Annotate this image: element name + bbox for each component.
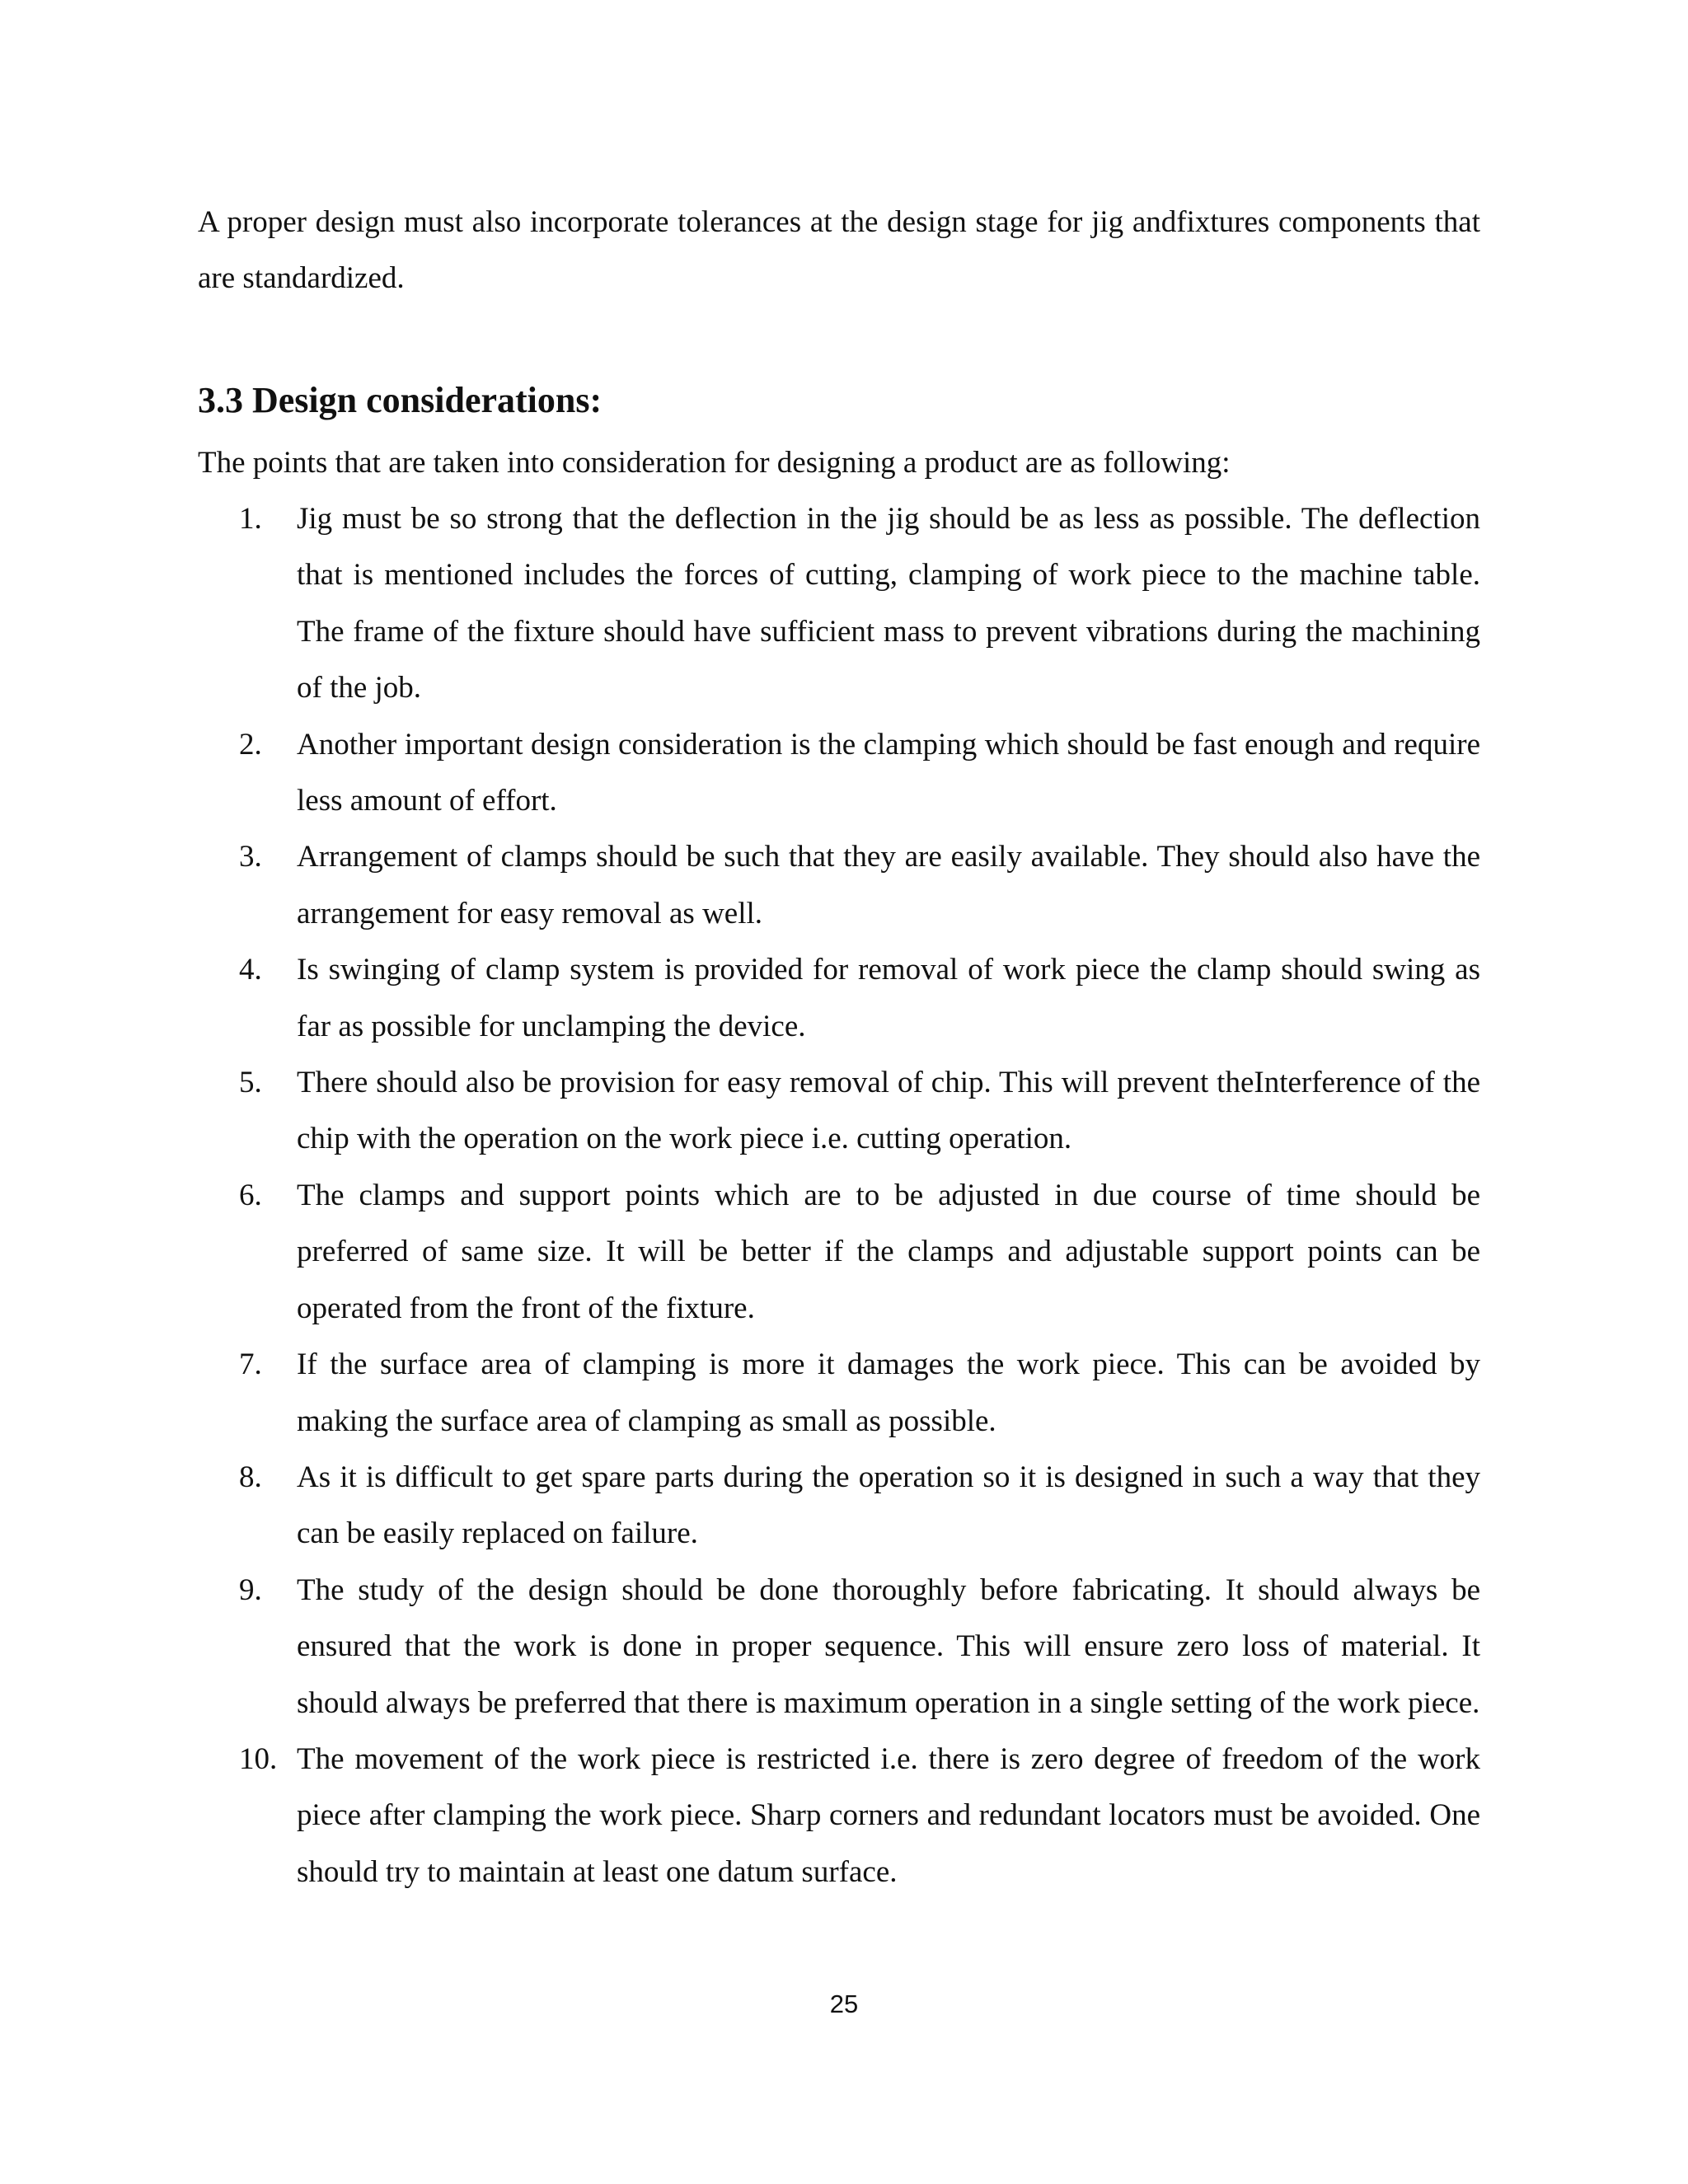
list-item (198, 717, 1480, 830)
list-item-number: 5. (239, 1066, 262, 1100)
list-item-number: 4. (239, 953, 262, 987)
list-item-text: Another important design consideration is the clamping which should be fast enough and require less amount of effort. (297, 727, 1480, 818)
list-item (198, 1563, 1480, 1732)
design-considerations-list (198, 491, 1480, 1900)
list-item-text: There should also be provision for easy removal of chip. This will prevent theInterference of the chip with the operation on the work piece i.e. cutting operation. (297, 1066, 1480, 1156)
list-item-number: 7. (239, 1347, 262, 1382)
list-item-text: The movement of the work piece is restricted i.e. there is zero degree of freedom of the work piece after clamping the work piece. Sharp corners and redundant locators must be avoided. One should try to maintain at least one datum surface. (297, 1741, 1480, 1889)
list-item-number: 9. (239, 1572, 262, 1607)
page-number: 25 (829, 1990, 859, 2018)
list-item-text: As it is difficult to get spare parts during the operation so it is designed in such a way that they can be easily replaced on failure. (297, 1460, 1480, 1551)
list-item (198, 491, 1480, 717)
list-item-number: 6. (239, 1178, 262, 1212)
list-item-number: 10. (239, 1741, 278, 1776)
list-item-text: Arrangement of clamps should be such that they are easily available. They should also have the arrangement for easy removal as well. (297, 840, 1480, 930)
list-item (198, 829, 1480, 942)
list-item-text: If the surface area of clamping is more it damages the work piece. This can be avoided by making the surface area of clamping as small as possible. (297, 1347, 1480, 1438)
list-item-text: The study of the design should be done thoroughly before fabricating. It should always be ensured that the work is done in proper sequence. This will ensure zero loss of material. It should always be preferred that there is maximum operation in a single setting of the work piece. (297, 1572, 1480, 1720)
list-item-number: 1. (239, 502, 262, 536)
list-item (198, 1168, 1480, 1337)
section-heading: 3.3 Design considerations: (198, 380, 603, 420)
list-item-number: 8. (239, 1460, 262, 1494)
list-item (198, 1337, 1480, 1450)
list-item-text: Is swinging of clamp system is provided for removal of work piece the clamp should swing as far as possible for unclamping the device. (297, 953, 1480, 1043)
list-item-number: 2. (239, 727, 262, 762)
list-item (198, 1055, 1480, 1168)
list-item-text: Jig must be so strong that the deflection in the jig should be as less as possible. The deflection that is mentioned includes the forces of cutting, clamping of work piece to the machine table. The frame of the fixture should have sufficient mass to prevent vibrations during the machining of the job. (297, 502, 1480, 705)
lead-sentence: The points that are taken into consideration for designing a product are as following: (198, 446, 1231, 480)
list-item (198, 1732, 1480, 1900)
list-item-number: 3. (239, 840, 262, 874)
list-item (198, 942, 1480, 1055)
list-item-text: The clamps and support points which are to be adjusted in due course of time should be preferred of same size. It will be better if the clamps and adjustable support points can be operated from the front of the fixture. (297, 1178, 1480, 1325)
intro-paragraph: A proper design must also incorporate tolerances at the design stage for jig andfixtures components that are standardized. (198, 205, 1480, 295)
list-item (198, 1450, 1480, 1563)
